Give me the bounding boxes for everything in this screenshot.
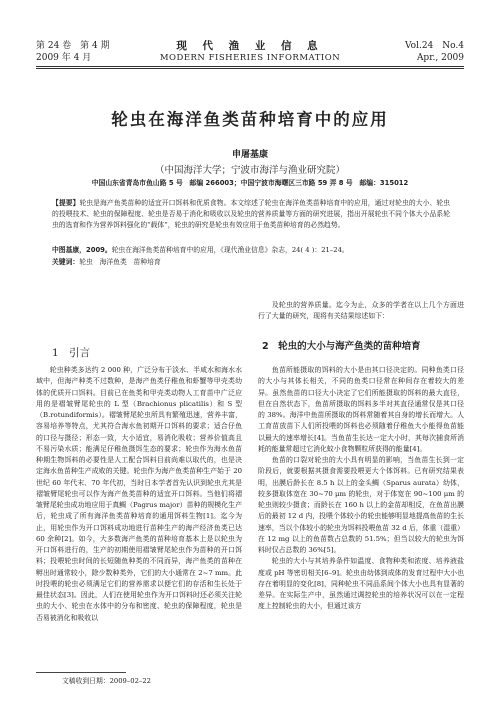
- article-author: 申屠基康: [231, 150, 268, 160]
- journal-volume-en: [405, 40, 464, 64]
- header-rule-top: [36, 66, 464, 67]
- author-institution: （中国海洋大学；宁波市海洋与渔业研究院）: [154, 165, 345, 176]
- footnote-rule: [36, 672, 126, 673]
- article-title: 轮虫在海洋鱼类苗种培育中的应用: [111, 110, 389, 129]
- left-column: [36, 365, 242, 624]
- citation-label: 中图基康，2009。: [52, 246, 112, 254]
- citation-line: [52, 245, 450, 256]
- date-cn-label: 2009 年 4 月: [36, 53, 92, 63]
- author-address: 中国山东省青岛市鱼山路 5 号 邮编 266003；中国宁波市海曙区三市路 59 弄 8 号 邮编：315012: [91, 179, 409, 187]
- section-heading-intro: 1 引言: [52, 347, 91, 359]
- citation-text: 轮虫在海洋鱼类苗种培育中的应用，《现代渔业信息》杂志，24( 4 )：21–24。: [111, 246, 349, 254]
- right-column-continuation: [258, 300, 464, 323]
- abstract-label: 【提要】: [52, 199, 80, 207]
- journal-name-cn: 现 代 渔 业 信 息: [176, 40, 324, 52]
- paragraph: 轮虫种类多达约 2 000 种，广泛分布于淡水、半咸水和海水水域中，但海产种类不过数种，是海产鱼类仔稚鱼和虾蟹等甲壳类幼体的优质开口饵料。目前已在鱼类和甲壳类动物人工育苗中广泛应用的是褶皱臂尾轮虫的 L 型（Brachionus plicatilis）和 S 型（B.rotundiformis）。褶皱臂尾轮虫所具有繁殖迅速，营养丰富，容易培养等特点，尤其符合海水鱼初期开口饵料的要求；适合仔鱼的口径与摄径；形态一致，大小适宜，易消化吸收；营养价值高且不易污染水质；能满足仔稚鱼摄饵生态的要求；轮虫作为海水鱼苗种期生物饵料的必要性是人工配合饵料目前尚难以取代的，也是决定海水鱼苗种生产成败的关键。轮虫作为海产鱼类苗种生产始于 20 世纪 60 年代末、70 年代初，当时日本学者首先认识到轮虫尤其是褶皱臂尾轮虫可以作为海产鱼类苗种的适宜开口饵料。当他们将褶皱臂尾轮虫成功地应用于真鲷（Pagrus major）苗种的规模化生产后，轮虫成了所有海洋鱼类苗种培育的通用饵料生物[1]。迄今为止，用轮虫作为开口饵料成功地进行苗种生产的海产经济鱼类已达 60 余种[2]。如今，大多数海产鱼类的苗种培育基本上是以轮虫为开口饵料进行的，生产的初期使用褶皱臂尾轮虫作为苗种的开口饵料；投喂轮虫时间的长短随鱼种类的不同而异，海产鱼类的苗种在孵出时通常较小，除少数种类外，它们的大小通常在 2~7 mm。此时投喂的轮虫必须满足它们的营养需求以便它们的存活和生长处于最佳状态[3]。因此，人们在使用轮虫作为开口饵料时还必须关注轮虫的大小、轮虫在水体中的分布和密度、轮虫的保障程度，轮虫是否易被消化和吸收以: [36, 366, 242, 622]
- paragraph: 及轮虫的营养质量。迄今为止，众多的学者在以上几个方面进行了大量的研究，现将有关结果综述如下：: [258, 301, 464, 321]
- volume-label: 第 24 卷 第 4 期: [36, 41, 110, 51]
- abstract-text: 轮虫是海产鱼类苗种的适宜开口饵料和优质食物。本文综述了轮虫在海洋鱼类苗种培育中的应用，通过对轮虫的大小、轮虫的投喂技术、轮虫的保障程度、轮虫是否易于消化和吸收以及轮虫的营养质量等方面的研究进展，指出开展轮虫不同个体大小品系轮虫的选育和作为营养饵料强化的“载体”，轮虫的研究是轮虫有效应用于鱼类苗种培育的必然趋势。: [52, 199, 450, 229]
- header-rule-bottom: [36, 68, 464, 69]
- keywords-text: 轮虫 海洋鱼类 苗种培育: [79, 258, 161, 266]
- abstract: [52, 198, 450, 231]
- keywords-line: [52, 257, 450, 268]
- vol-en-label: Vol.24 No.4: [404, 41, 464, 51]
- paragraph: 鱼苗所能摄取的饵料的大小是由其口径决定的。同种鱼类口径的大小与其体长相关，不同的鱼类口径常在种间存在着较大的差异。虽然鱼苗的口径大小决定了它们所能摄取的饵料的最大直径，但在自然状态下，鱼苗所摄取的饵料多半对其直径通常仅是其口径的 38%。海洋中鱼苗所摄取的饵料常随着其自身的增长而增大。人工育苗放苗下人们所投喂的饵料也必须随着仔稚鱼大小能得鱼苗能以最大的速率增长[4]。当鱼苗生长达一定大小时，其每次捕食所消耗的能量常超过它消化蚊小食物颗粒所获得的能量[4]。: [258, 366, 464, 453]
- right-column: [258, 365, 464, 613]
- date-en-label: Apr., 2009: [416, 53, 464, 63]
- footnote-received-date: 文稿收到日期：2009–02–22: [62, 677, 151, 685]
- paragraph: 鱼苗的口裂对轮虫的大小具有明显的影响，当鱼苗生长到一定阶段后，就要根据其摄食需要投喂更大个体饵料。已有研究结果表明，出膜后龄长在 8.5 h 以上的金头鲷（Sparus aurata）幼体，较多摄取体宽在 30~70 μm 的轮虫，对于体宽在 90~100 μm 的轮虫则较少摄食；而龄长在 160 h 以上的金苗却相反，在鱼苗出膜后的最初 12 d 内，投喂个体较小的轮虫能够明显地提高鱼苗的生长速率，当以个体较小的轮虫为饵料投喂鱼苗 32 d 后，体重（湿重）在 12 mg 以上的鱼苗数占总数的 51.5%；但当以较大的轮虫为饵料时仅占总数的 36%[5]。: [258, 456, 464, 554]
- keywords-label: 关键词：: [52, 258, 80, 266]
- paragraph: 轮虫的大小与其培养条件如温度、食物种类和浓度、培养液盐度或 pH 等密切相关[6–9]。轮虫由幼体到成体的发育过程中大小也存在着明显的变化[8]，同种轮虫不同品系间个体大小也具有显著的差异。在实际生产中，虽然通过调控轮虫的培养状况可以在一定程度上控制轮虫的大小，但通过该方: [258, 557, 464, 611]
- section-heading-size: 2 轮虫的大小与海产鱼类的苗种培育: [262, 341, 421, 352]
- journal-name-en: MODERN FISHERIES INFORMATION: [159, 53, 341, 63]
